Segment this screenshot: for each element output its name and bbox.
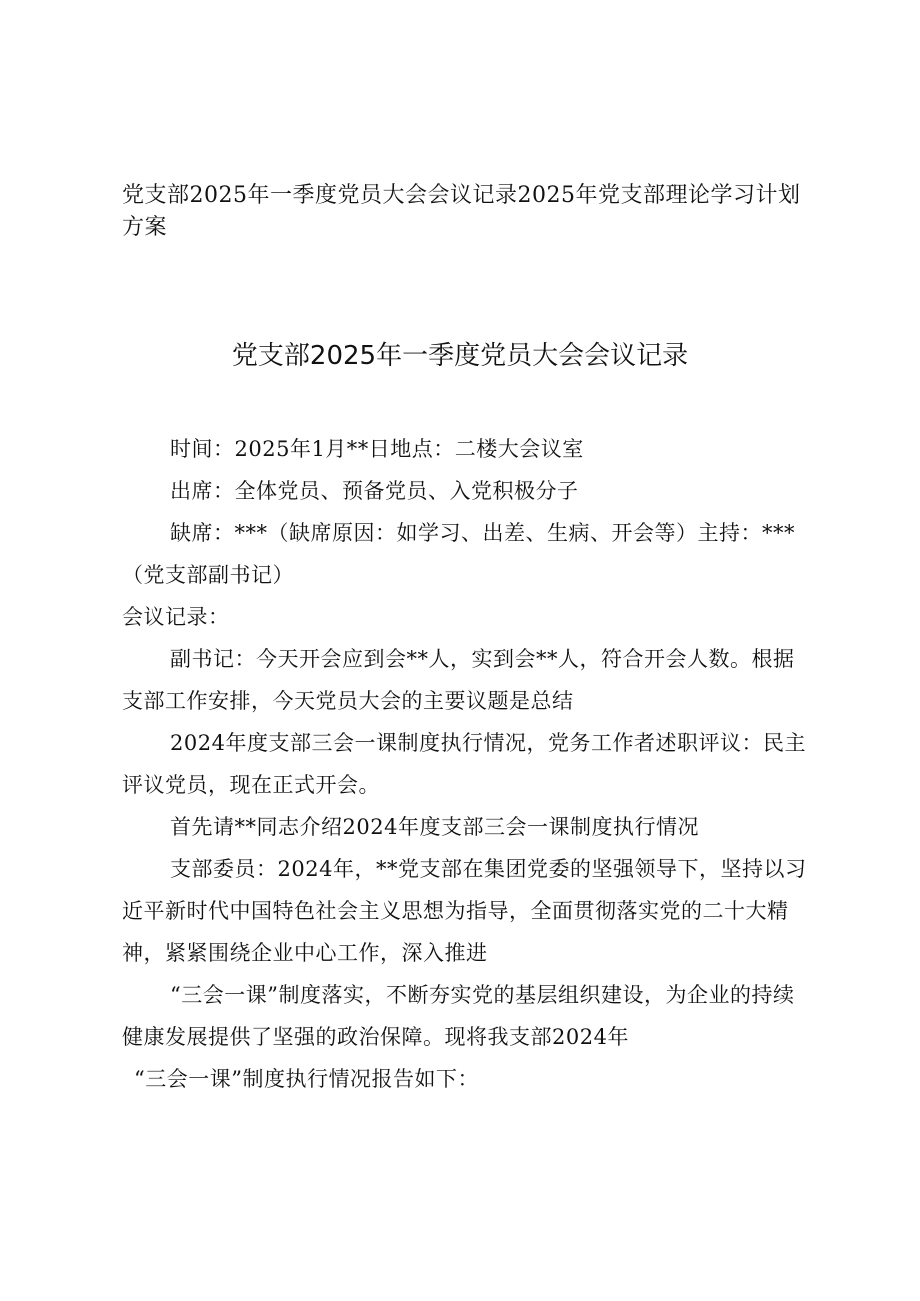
report-intro-line: “三会一课”制度执行情况报告如下： [134,1067,479,1091]
deputy-secretary-paragraph: 副书记：今天开会应到会**人，实到会**人，符合开会人数。根据支部工作安排，今天党员大会的主要议题是总结 [122,647,795,713]
document-title: 党支部2025年一季度党员大会会议记录2025年党支部理论学习计划方案 [122,183,801,240]
attendance-line: 出席：全体党员、预备党员、入党积极分子 [170,479,579,503]
absence-host-line: 缺席：***（缺席原因：如学习、出差、生病、开会等）主持：***（党支部副书记） [122,521,795,587]
agenda-paragraph: 2024年度支部三会一课制度执行情况，党务工作者述职评议：民主评议党员，现在正式开会。 [122,731,806,797]
committee-member-paragraph: 支部委员：2024年，**党支部在集团党委的坚强领导下，坚持以习近平新时代中国特色社会主义思想为指导，全面贯彻落实党的二十大精神，紧紧围绕企业中心工作，深入推进 [122,857,807,965]
meeting-record-heading: 党支部2025年一季度党员大会会议记录 [231,341,689,371]
meeting-time-line: 时间：2025年1月**日地点：二楼大会议室 [170,437,584,461]
minutes-label: 会议记录： [122,605,230,629]
document-body [122,428,812,1100]
introduction-paragraph: 首先请**同志介绍2024年度支部三会一课制度执行情况 [170,815,699,839]
system-implementation-paragraph: “三会一课”制度落实，不断夯实党的基层组织建设，为企业的持续健康发展提供了坚强的政治保障。现将我支部2024年 [122,983,795,1049]
